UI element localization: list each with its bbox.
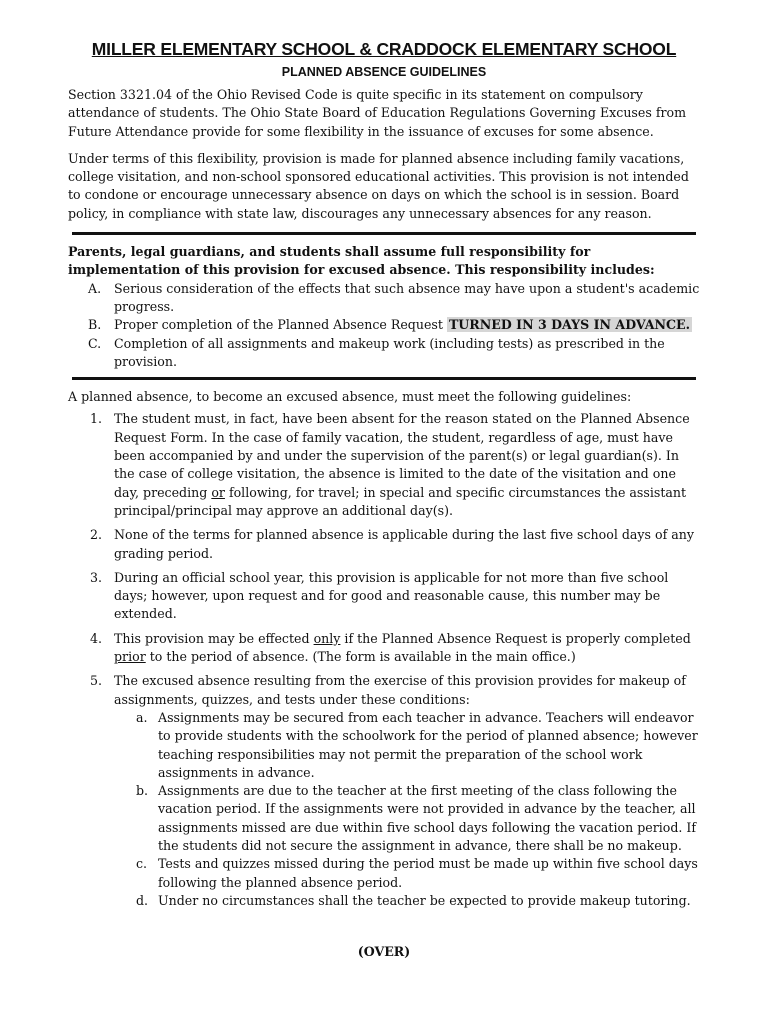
list-item	[68, 892, 700, 910]
list-item-text: Assignments may be secured from each teacher in advance. Teachers will endeavor to provide students with the schoolwork for the period of planned absence; however teaching responsibilities may not permit the preparation of the school work assignments in advance.	[158, 709, 698, 780]
page-title: MILLER ELEMENTARY SCHOOL & CRADDOCK ELEMENTARY SCHOOL	[91, 39, 677, 59]
makeup-conditions-list	[114, 709, 700, 910]
list-item-text: Proper completion of the Planned Absence Request	[114, 317, 447, 333]
underlined-word: prior	[114, 649, 146, 665]
list-marker: d.	[136, 892, 149, 908]
list-marker: b.	[136, 783, 149, 799]
list-item	[68, 782, 700, 855]
list-item	[68, 526, 700, 563]
list-marker: c.	[136, 856, 148, 872]
list-marker: 5.	[90, 673, 103, 689]
list-item	[68, 280, 700, 317]
list-item-text: The student must, in fact, have been absent for the reason stated on the Planned Absence Request Form. In the case of family vacation, the student, regardless of age, must have been accompanied by and under the supervision of the parent(s) or legal guardian(s). In the case of college visitation, the absence is limited to the date of the visitation and one day, preceding	[114, 411, 690, 500]
list-item	[68, 672, 700, 910]
document-page	[68, 38, 700, 959]
list-item-text: to the period of absence. (The form is available in the main office.)	[145, 649, 576, 665]
list-item-text: if the Planned Absence Request is properly completed	[340, 630, 691, 646]
list-marker: 3.	[90, 569, 103, 585]
list-item-text: During an official school year, this provision is applicable for not more than five school days; however, upon request and for good and reasonable cause, this number may be extended.	[114, 569, 669, 622]
list-item-text: following, for travel; in special and specific circumstances the assistant principal/principal may approve an additional day(s).	[114, 484, 687, 518]
list-marker: 1.	[90, 411, 103, 427]
list-item-text: Tests and quizzes missed during the period must be made up within five school days following the planned absence period.	[158, 856, 698, 890]
responsibility-list	[68, 280, 700, 371]
underlined-word: only	[313, 630, 341, 646]
list-item	[68, 410, 700, 520]
guidelines-intro: A planned absence, to become an excused absence, must meet the following guidelines:	[68, 389, 632, 405]
list-item-text: None of the terms for planned absence is applicable during the last five school days of any grading period.	[114, 527, 694, 561]
list-marker: B.	[88, 317, 102, 333]
list-item-text: Assignments are due to the teacher at the first meeting of the class following the vacation period. If the assignments were not provided in advance by the teacher, all assignments missed are due within five school days following the vacation period. If the students did not secure the assignment in advance, there shall be no makeup.	[158, 783, 697, 853]
underlined-word: or	[211, 484, 225, 500]
list-item	[68, 316, 700, 334]
intro-paragraph-1: Section 3321.04 of the Ohio Revised Code is quite specific in its statement on compulsory attendance of students. The Ohio State Board of Education Regulations Governing Excuses from Future Attendance provide for some flexibility in the issuance of excuses for some absence.	[68, 87, 687, 139]
top-divider	[72, 232, 696, 235]
list-marker: C.	[88, 335, 102, 351]
list-item-text: Under no circumstances shall the teacher be expected to provide makeup tutoring.	[158, 892, 691, 908]
list-item	[68, 335, 700, 372]
intro-paragraph-2: Under terms of this flexibility, provision is made for planned absence including family vacations, college visitation, and non-school sponsored educational activities. This provision is not intended to condone or encourage unnecessary absence on days on which the school is in session. Board policy, in compliance with state law, discourages any unnecessary absences for any reason.	[68, 150, 689, 221]
list-item	[68, 569, 700, 624]
bottom-divider	[72, 377, 696, 380]
over-indicator: (OVER)	[357, 944, 411, 959]
list-marker: a.	[136, 709, 148, 725]
guidelines-list	[68, 410, 700, 910]
list-item	[68, 709, 700, 782]
list-item-text: Serious consideration of the effects that such absence may have upon a student's academic progress.	[114, 280, 700, 314]
advance-notice-highlight: TURNED IN 3 DAYS IN ADVANCE.	[448, 317, 690, 333]
list-item	[68, 630, 700, 667]
list-marker: A.	[88, 280, 102, 296]
list-item-text: The excused absence resulting from the exercise of this provision provides for makeup of assignments, quizzes, and tests under these conditions:	[114, 673, 686, 707]
responsibility-heading: Parents, legal guardians, and students shall assume full responsibility for implementation of this provision for excused absence. This responsibility includes:	[68, 244, 655, 278]
page-subtitle: PLANNED ABSENCE GUIDELINES	[281, 65, 487, 79]
list-marker: 4.	[90, 630, 103, 646]
list-item-text: Completion of all assignments and makeup work (including tests) as prescribed in the provision.	[114, 335, 665, 369]
list-item-text: This provision may be effected	[114, 630, 314, 646]
list-marker: 2.	[90, 527, 103, 543]
list-item	[68, 855, 700, 892]
